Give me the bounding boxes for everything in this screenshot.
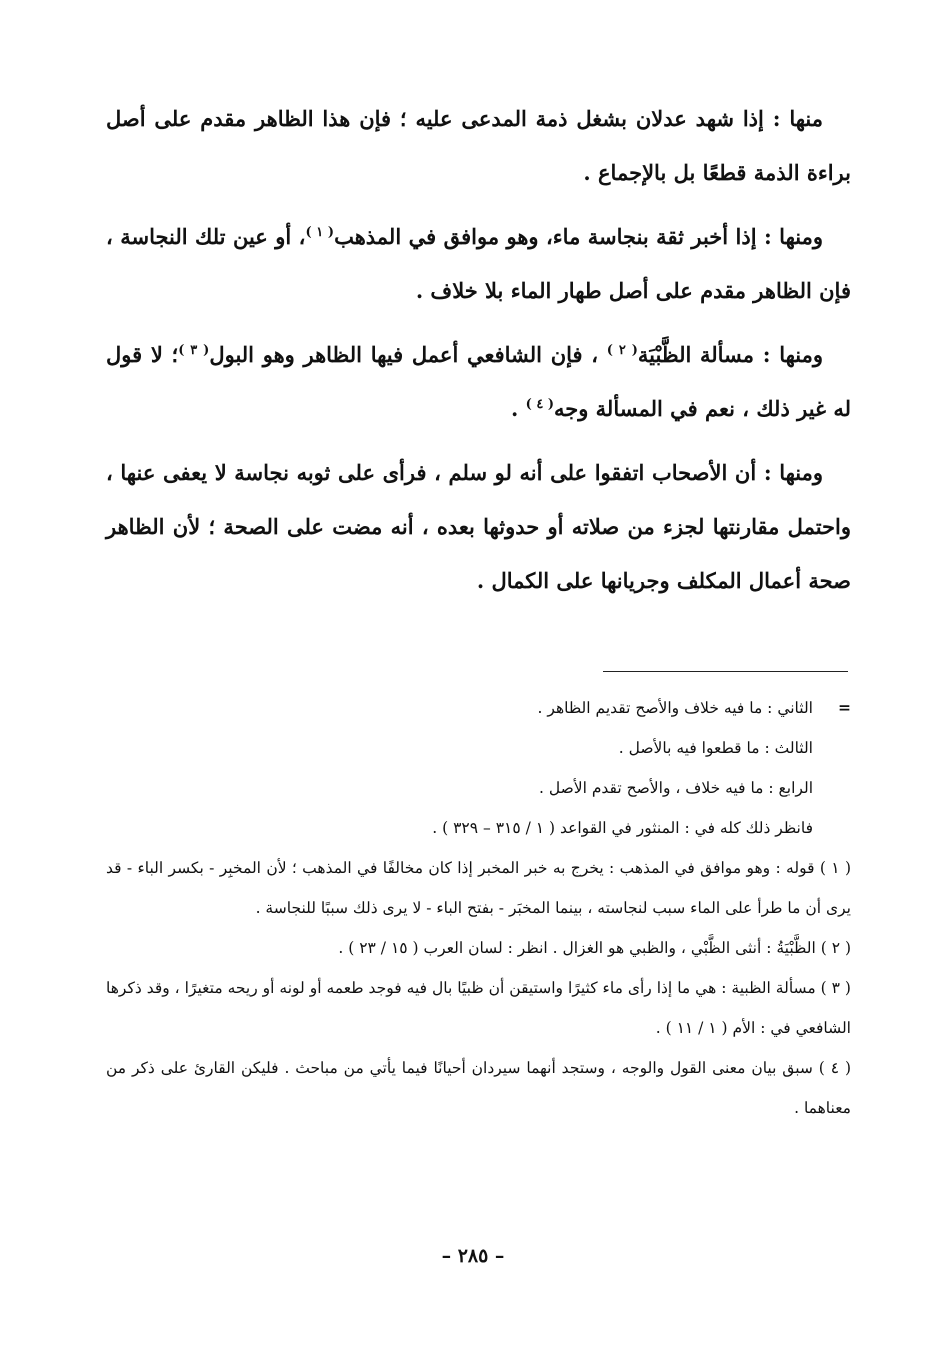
paragraph-2 xyxy=(106,210,851,318)
paragraph-3-text-c: ؛ لا قول له غير ذلك ، نعم في المسألة وجه xyxy=(106,342,851,421)
footnote-ref-4[interactable]: ( ٤ ) xyxy=(525,397,554,412)
footnote-ref-3[interactable]: ( ٣ ) xyxy=(178,343,210,358)
footnote-2: ( ٢ ) الظَّبْيَةُ : أنثى الظَّبْي ، والظبي هو الغزال . انظر : لسان العرب ( ١٥ / ٢٣ ) . xyxy=(338,939,851,957)
paragraph-2-text-b: ، أو عين تلك النجاسة ، فإن الظاهر مقدم على أصل طهار الماء بلا خلاف . xyxy=(106,224,851,303)
paragraph-1 xyxy=(106,92,851,200)
footnotes-section xyxy=(106,688,851,1128)
continuation-line-2: الثالث : ما قطعوا فيه بالأصل . xyxy=(618,739,813,757)
continuation-line-1: الثاني : ما فيه خلاف والأصح تقديم الظاهر . xyxy=(537,699,813,717)
footnote-4: ( ٤ ) سبق بيان معنى القول والوجه ، وستجد أنهما سيردان أحيانًا فيما يأتي من مباحث . فليكن القارئ على ذكر من معناهما . xyxy=(106,1059,851,1117)
footnote-ref-2[interactable]: ( ٢ ) xyxy=(606,343,638,358)
footnote-ref-1[interactable]: ( ١ ) xyxy=(305,225,335,240)
page-number: – ٢٨٥ – xyxy=(441,1245,505,1267)
paragraph-3 xyxy=(106,328,851,436)
paragraph-3-text-b: ، فإن الشافعي أعمل فيها الظاهر وهو البول xyxy=(209,342,607,367)
footnote-separator xyxy=(603,671,848,672)
paragraph-4-text: ومنها : أن الأصحاب اتفقوا على أنه لو سلم ، فرأى على ثوبه نجاسة لا يعفى عنها ، واحتمل مقارنتها لجزء من صلاته أو حدوثها بعده ، أنه مضت على الصحة ؛ لأن الظاهر صحة أعمال المكلف وجريانها على الكمال . xyxy=(106,460,851,593)
footnote-continuation xyxy=(106,688,851,848)
continuation-line-3: الرابع : ما فيه خلاف ، والأصح تقدم الأصل . xyxy=(539,779,813,797)
main-text-body xyxy=(106,92,851,618)
footnote-3: ( ٣ ) مسألة الظبية : هي ما إذا رأى ماء كثيرًا واستيقن أن ظبيًا بال فيه فوجد طعمه أو لونه أو ريحه متغيرًا ، وقد ذكرها الشافعي في : الأم ( ١ / ١١ ) . xyxy=(106,979,851,1037)
continuation-mark: = xyxy=(838,698,851,717)
paragraph-4 xyxy=(106,446,851,608)
paragraph-3-text-d: . xyxy=(511,396,526,421)
footnote-1: ( ١ ) قوله : وهو موافق في المذهب : يخرج به خبر المخبر إذا كان مخالفًا في المذهب ؛ لأن المخبِر - بكسر الباء - قد يرى أن ما طرأ على الماء سبب لنجاسته ، بينما المخبَر - بفتح الباء - لا يرى ذلك سببًا للنجاسة . xyxy=(106,859,851,917)
paragraph-3-text-a: ومنها : مسألة الظَّبْيَة xyxy=(637,342,823,367)
paragraph-1-text: منها : إذا شهد عدلان بشغل ذمة المدعى عليه ؛ فإن هذا الظاهر مقدم على أصل براءة الذمة قطعًا بل بالإجماع . xyxy=(106,106,851,185)
continuation-line-4: فانظر ذلك كله في : المنثور في القواعد ( ١ / ٣١٥ – ٣٢٩ ) . xyxy=(432,819,813,837)
paragraph-2-text-a: ومنها : إذا أخبر ثقة بنجاسة ماء، وهو موافق في المذهب xyxy=(334,224,823,249)
